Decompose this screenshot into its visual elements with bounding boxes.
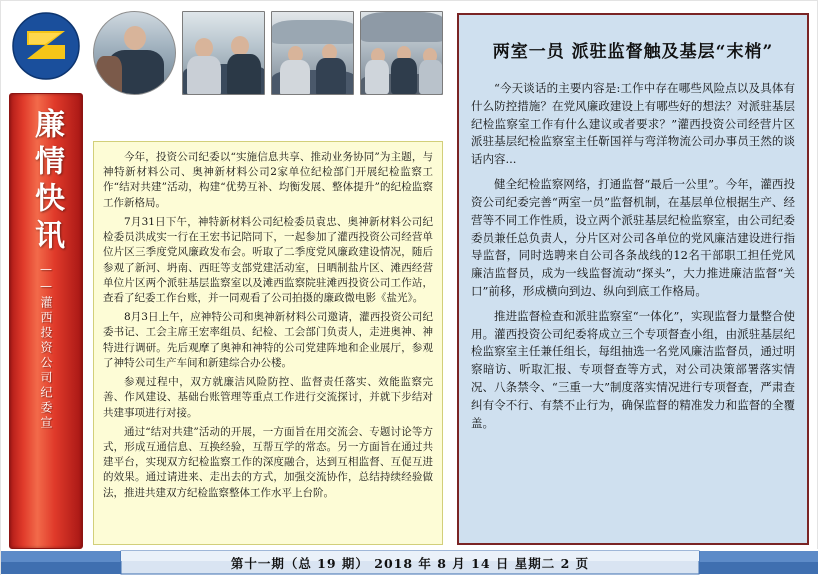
left-article-panel xyxy=(93,141,443,545)
photo-meeting-4 xyxy=(360,11,443,95)
photo-strip xyxy=(93,11,443,97)
left-article-paragraph: 通过“结对共建”活动的开展，一方面旨在用交流会、专题讨论等方式，形成互通信息、互换经验，互帮互学的常态。另一方面旨在通过共建平台，实现双方纪检监察工作的深度融合，达到互相监督、互促互进的效果。通过请进来、走出去的方式，加强交流协作，总结持续经验做法，推进共建双方纪检监察整体工作水平上台阶。 xyxy=(103,425,433,499)
right-article-title: 两室一员 派驻监督触及基层“末梢” xyxy=(492,42,774,62)
masthead-column xyxy=(7,7,85,545)
photo-meeting-2 xyxy=(182,11,265,95)
right-article-paragraph: 推进监督检查和派驻监察室“一体化”，实现监督力量整合使用。灌西投资公司纪委将成立三个专项督查小组，由派驻基层纪检监察室主任兼任组长，每组抽选一名党风廉洁监督员，通过明察暗访、听取汇报、专项督查等方式，对公司决策部署落实情况、八条禁令、“三重一大”制度落实情况进行专项督查，严肃查纠有令不行、有禁不止行为，确保监督的精准发力和监督的全覆盖。 xyxy=(471,308,795,430)
company-logo-icon xyxy=(7,7,85,85)
footer-issue-line: 第十一期（总 19 期） 2018 年 8 月 14 日 星期二 2 页 xyxy=(230,555,590,571)
newsletter-title: 廉情快讯 xyxy=(29,108,64,256)
right-article-panel xyxy=(457,13,809,545)
photo-meeting-1 xyxy=(93,11,176,95)
footer-ribbon xyxy=(1,549,818,576)
left-article-paragraph: 参观过程中，双方就廉洁风险防控、监督责任落实、效能监察完善、作风建设、基础台账管理等重点工作进行交流探讨，并就下步结对共建事项进行对接。 xyxy=(103,376,433,419)
left-article-paragraph: 今年，投资公司纪委以“实施信息共享、推动业务协同”为主题，与神特新材料公司、奥神新材料公司2家单位纪检部门开展纪检监察工作“结对共建”活动，构建“优势互补、均衡发展、整体提升”的纪检监察工作新格局。 xyxy=(103,151,433,209)
masthead-banner xyxy=(9,93,83,549)
left-article-paragraph: 8月3日上午，应神特公司和奥神新材料公司邀请，灌西投资公司纪委书记、工会主席王宏率组员、纪检、工会部门负责人，走进奥神、神特进行调研。先后观摩了奥神和神特的公司党建阵地和企业展厅，参观了神特公司生产车间和新建综合办公楼。 xyxy=(103,311,433,369)
photo-meeting-3 xyxy=(271,11,354,95)
left-article-paragraph: 7月31日下午，神特新材料公司纪检委员袁忠、奥神新材料公司纪检委员洪成实一行在王宏书记陪同下，一起参加了灌西投资公司经营单位片区三季度党风廉政发布会。听取了二季度党风廉政建设情况，随后参观了新河、坍南、西旺等支部党建活动室，日晒制盐片区、滩西经营单位片区两个派驻基层监察室以及滩西监察院驻滩西投资公司工作站，查看了纪委工作台账，并一同观看了公司拍摄的廉政微电影《盐光》。 xyxy=(103,215,433,304)
right-article-paragraph: 健全纪检监察网络，打通监督“最后一公里”。今年，灌西投资公司纪委完善“两室一员”监督机制，在基层单位根据生产、经营等不同工作性质，设立两个派驻基层纪检监察室，由公司纪委委员兼任总负责人，分片区对公司各单位的党风廉洁建设进行指导监督，同时选聘来自公司各条战线的12名干部职工担任党风廉洁监督员，成为一线监督流动“探头”，大力推进廉洁监督“关口”前移，形成横向到边、纵向到底工作格局。 xyxy=(471,177,795,298)
newsletter-subtitle: ——灌西投资公司纪委宣 xyxy=(39,262,53,431)
right-article-paragraph: “今天谈话的主要内容是:工作中存在哪些风险点以及具体有什么防控措施？在党风廉政建设上有哪些好的想法？对派驻基层纪检监察室工作有什么建议或者要求？”灌西投资公司经营片区派驻基层纪检监察室主任靳国祥与弯洋物流公司办事员王然的谈话内容... xyxy=(471,81,795,167)
